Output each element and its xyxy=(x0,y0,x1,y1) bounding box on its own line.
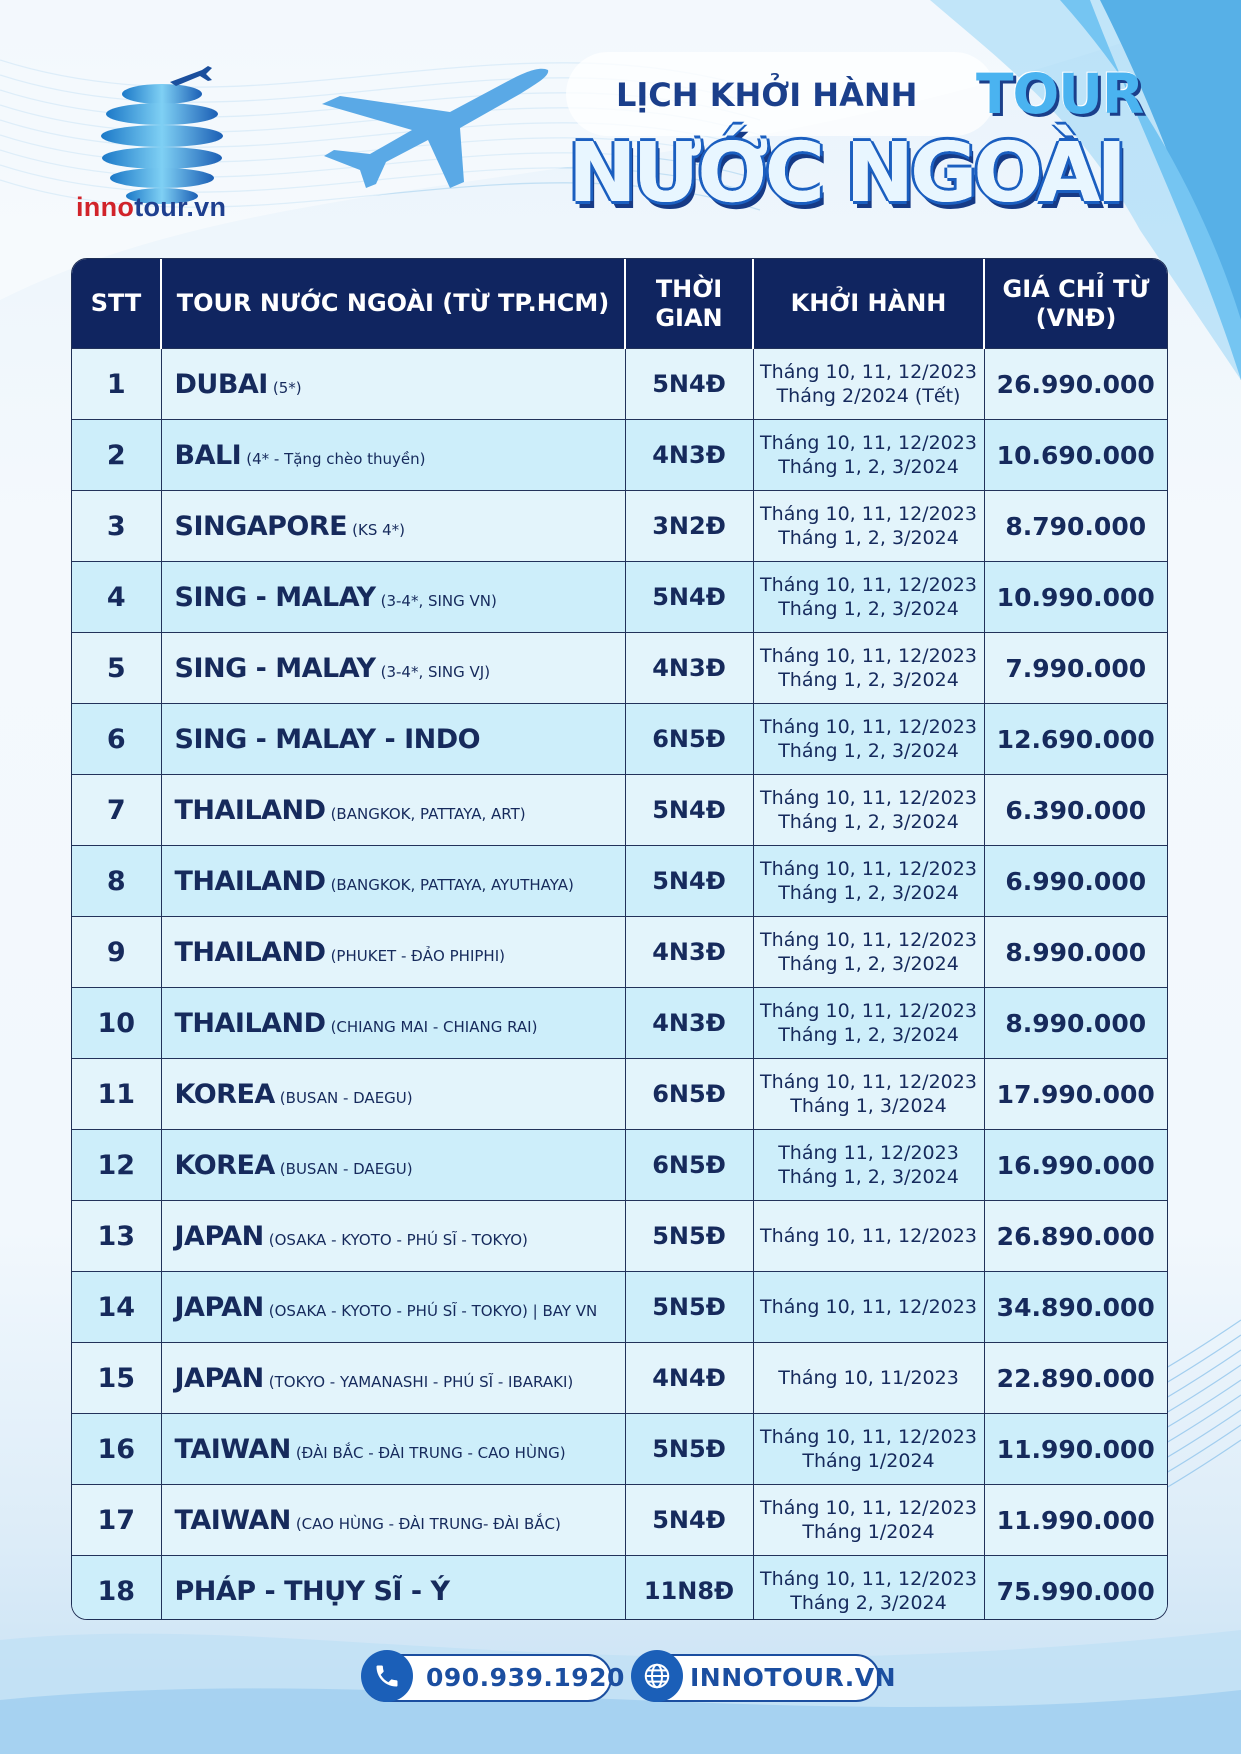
header-duration-label: THỜI GIAN xyxy=(655,274,723,332)
tour-note: (ĐÀI BẮC - ĐÀI TRUNG - CAO HÙNG) xyxy=(295,1443,566,1462)
table-row xyxy=(72,349,1167,420)
tour-cell xyxy=(161,420,625,491)
tour-cell xyxy=(161,988,625,1059)
header-departure xyxy=(753,259,984,349)
tour-price: 16.990.000 xyxy=(984,1130,1167,1201)
departure-cell xyxy=(753,1272,984,1343)
departure-line1: Tháng 10, 11, 12/2023 xyxy=(760,1497,977,1519)
tour-duration: 5N5Đ xyxy=(625,1414,753,1485)
tour-cell xyxy=(161,1201,625,1272)
departure-cell xyxy=(753,1485,984,1556)
tour-note: (BUSAN - DAEGU) xyxy=(279,1088,413,1107)
departure-line2: Tháng 1, 2, 3/2024 xyxy=(778,953,959,975)
tour-price: 8.990.000 xyxy=(984,917,1167,988)
departure-line2: Tháng 1/2024 xyxy=(802,1521,935,1543)
tour-note: (CHIANG MAI - CHIANG RAI) xyxy=(330,1017,538,1036)
tour-note: (KS 4*) xyxy=(352,520,405,539)
tour-name: SING - MALAY - INDO xyxy=(174,723,481,755)
departure-line2: Tháng 2/2024 (Tết) xyxy=(776,385,961,407)
tour-price: 11.990.000 xyxy=(984,1485,1167,1556)
tour-note: (BUSAN - DAEGU) xyxy=(279,1159,413,1178)
row-number: 14 xyxy=(72,1272,161,1343)
header-departure-label: KHỞI HÀNH xyxy=(790,289,947,317)
departure-line1: Tháng 10, 11, 12/2023 xyxy=(760,787,977,809)
tour-note: (OSAKA - KYOTO - PHÚ SĨ - TOKYO) xyxy=(268,1230,528,1249)
tour-price: 75.990.000 xyxy=(984,1556,1167,1621)
tour-duration: 6N5Đ xyxy=(625,704,753,775)
tour-price: 7.990.000 xyxy=(984,633,1167,704)
departure-cell xyxy=(753,562,984,633)
tour-price: 6.390.000 xyxy=(984,775,1167,846)
tour-note: (BANGKOK, PATTAYA, AYUTHAYA) xyxy=(330,875,574,894)
row-number: 3 xyxy=(72,491,161,562)
departure-line1: Tháng 10, 11, 12/2023 xyxy=(760,1225,977,1247)
tour-name: THAILAND xyxy=(174,1007,326,1039)
table-row xyxy=(72,704,1167,775)
tour-price: 22.890.000 xyxy=(984,1343,1167,1414)
tour-cell xyxy=(161,917,625,988)
row-number: 8 xyxy=(72,846,161,917)
table-row xyxy=(72,1130,1167,1201)
row-number: 5 xyxy=(72,633,161,704)
tour-note: (3-4*, SING VJ) xyxy=(380,662,491,681)
table-row xyxy=(72,1414,1167,1485)
tour-duration: 4N3Đ xyxy=(625,988,753,1059)
tour-cell xyxy=(161,562,625,633)
row-number: 18 xyxy=(72,1556,161,1621)
departure-line2: Tháng 1, 2, 3/2024 xyxy=(778,527,959,549)
tour-name: PHÁP - THỤY SĨ - Ý xyxy=(174,1575,450,1607)
tour-name: THAILAND xyxy=(174,865,326,897)
departure-line1: Tháng 10, 11, 12/2023 xyxy=(760,1000,977,1022)
tour-price: 10.690.000 xyxy=(984,420,1167,491)
table-row xyxy=(72,775,1167,846)
header-stt xyxy=(72,259,161,349)
departure-line1: Tháng 10, 11, 12/2023 xyxy=(760,432,977,454)
tour-duration: 4N4Đ xyxy=(625,1343,753,1414)
tour-note: (4* - Tặng chèo thuyền) xyxy=(246,449,426,468)
row-number: 2 xyxy=(72,420,161,491)
tour-duration: 6N5Đ xyxy=(625,1130,753,1201)
header-price xyxy=(984,259,1167,349)
departure-line1: Tháng 10, 11, 12/2023 xyxy=(760,574,977,596)
departure-cell xyxy=(753,1130,984,1201)
table-row xyxy=(72,1272,1167,1343)
header-tour xyxy=(161,259,625,349)
globe-icon xyxy=(631,1650,683,1702)
row-number: 17 xyxy=(72,1485,161,1556)
tour-note: (PHUKET - ĐẢO PHIPHI) xyxy=(330,946,505,965)
row-number: 16 xyxy=(72,1414,161,1485)
phone-icon xyxy=(361,1650,413,1702)
row-number: 9 xyxy=(72,917,161,988)
tour-cell xyxy=(161,1485,625,1556)
departure-line1: Tháng 10, 11, 12/2023 xyxy=(760,716,977,738)
tour-name: TAIWAN xyxy=(174,1433,291,1465)
departure-cell xyxy=(753,917,984,988)
tour-price: 17.990.000 xyxy=(984,1059,1167,1130)
page-title: NƯỚC NGOÀI xyxy=(568,126,1123,221)
tour-note: (5*) xyxy=(272,378,302,397)
departure-cell xyxy=(753,775,984,846)
brand-name-part2: tour.vn xyxy=(134,192,227,222)
departure-line2: Tháng 1, 2, 3/2024 xyxy=(778,740,959,762)
title-accent: TOUR xyxy=(976,62,1144,126)
header-stt-label: STT xyxy=(90,289,142,317)
departure-line2: Tháng 1, 2, 3/2024 xyxy=(778,811,959,833)
table-row xyxy=(72,1485,1167,1556)
airplane-icon xyxy=(300,66,550,196)
tour-duration: 4N3Đ xyxy=(625,420,753,491)
departure-line2: Tháng 1, 2, 3/2024 xyxy=(778,882,959,904)
row-number: 10 xyxy=(72,988,161,1059)
departure-cell xyxy=(753,1556,984,1621)
departure-line1: Tháng 10, 11, 12/2023 xyxy=(760,503,977,525)
tour-name: JAPAN xyxy=(174,1362,264,1394)
departure-line2: Tháng 1, 2, 3/2024 xyxy=(778,1024,959,1046)
table-row xyxy=(72,420,1167,491)
departure-line1: Tháng 10, 11, 12/2023 xyxy=(760,1071,977,1093)
tour-cell xyxy=(161,491,625,562)
tour-duration: 5N5Đ xyxy=(625,1201,753,1272)
tour-duration: 5N4Đ xyxy=(625,775,753,846)
tour-name: THAILAND xyxy=(174,936,326,968)
tour-name: KOREA xyxy=(174,1078,275,1110)
tour-duration: 5N5Đ xyxy=(625,1272,753,1343)
tour-duration: 4N3Đ xyxy=(625,917,753,988)
tour-name: SING - MALAY xyxy=(174,652,376,684)
header-tour-label: TOUR NƯỚC NGOÀI (TỪ TP.HCM) xyxy=(176,289,610,317)
tour-price: 8.790.000 xyxy=(984,491,1167,562)
departure-cell xyxy=(753,491,984,562)
tour-note: (3-4*, SING VN) xyxy=(380,591,497,610)
tour-cell xyxy=(161,349,625,420)
table-row xyxy=(72,1556,1167,1621)
departure-line2: Tháng 2, 3/2024 xyxy=(790,1592,947,1614)
departure-line1: Tháng 10, 11, 12/2023 xyxy=(760,361,977,383)
tour-duration: 5N4Đ xyxy=(625,1485,753,1556)
tour-cell xyxy=(161,1414,625,1485)
brand-name-part1: inno xyxy=(76,192,135,222)
phone-contact[interactable] xyxy=(362,1654,625,1702)
departure-cell xyxy=(753,1343,984,1414)
tour-cell xyxy=(161,1272,625,1343)
tour-cell xyxy=(161,1556,625,1621)
tour-note: (TOKYO - YAMANASHI - PHÚ SĨ - IBARAKI) xyxy=(268,1372,574,1391)
table-row xyxy=(72,917,1167,988)
tour-name: JAPAN xyxy=(174,1220,264,1252)
table-row xyxy=(72,491,1167,562)
tour-name: SINGAPORE xyxy=(174,510,348,542)
phone-number: 090.939.1920 xyxy=(426,1663,625,1692)
tour-name: BALI xyxy=(174,439,242,471)
departure-line2: Tháng 1, 2, 3/2024 xyxy=(778,456,959,478)
row-number: 13 xyxy=(72,1201,161,1272)
departure-cell xyxy=(753,846,984,917)
table-row xyxy=(72,846,1167,917)
table-row xyxy=(72,1343,1167,1414)
departure-line2: Tháng 1, 2, 3/2024 xyxy=(778,669,959,691)
departure-cell xyxy=(753,633,984,704)
tour-cell xyxy=(161,1059,625,1130)
tour-note: (BANGKOK, PATTAYA, ART) xyxy=(330,804,526,823)
departure-cell xyxy=(753,349,984,420)
departure-line1: Tháng 10, 11, 12/2023 xyxy=(760,1426,977,1448)
tour-duration: 5N4Đ xyxy=(625,562,753,633)
tour-price: 10.990.000 xyxy=(984,562,1167,633)
tour-note: (CAO HÙNG - ĐÀI TRUNG- ĐÀI BẮC) xyxy=(295,1514,561,1533)
table-row xyxy=(72,562,1167,633)
row-number: 1 xyxy=(72,349,161,420)
tour-name: JAPAN xyxy=(174,1291,264,1323)
tour-note: (OSAKA - KYOTO - PHÚ SĨ - TOKYO) | BAY VN xyxy=(268,1301,598,1320)
tour-price: 34.890.000 xyxy=(984,1272,1167,1343)
departure-cell xyxy=(753,1201,984,1272)
table-row xyxy=(72,1201,1167,1272)
brand-logo-text xyxy=(76,192,226,223)
tour-duration: 5N4Đ xyxy=(625,846,753,917)
tour-cell xyxy=(161,775,625,846)
tour-name: TAIWAN xyxy=(174,1504,291,1536)
departure-cell xyxy=(753,988,984,1059)
tour-duration: 5N4Đ xyxy=(625,349,753,420)
row-number: 11 xyxy=(72,1059,161,1130)
tour-price: 11.990.000 xyxy=(984,1414,1167,1485)
tour-cell xyxy=(161,1130,625,1201)
table-row xyxy=(72,1059,1167,1130)
tour-price: 26.990.000 xyxy=(984,349,1167,420)
header-duration xyxy=(625,259,753,349)
tour-cell xyxy=(161,1343,625,1414)
departure-line2: Tháng 1, 3/2024 xyxy=(790,1095,947,1117)
row-number: 15 xyxy=(72,1343,161,1414)
table-header-row xyxy=(72,259,1167,349)
tour-cell xyxy=(161,704,625,775)
departure-line2: Tháng 1, 2, 3/2024 xyxy=(778,598,959,620)
departure-line1: Tháng 10, 11, 12/2023 xyxy=(760,645,977,667)
tour-price: 8.990.000 xyxy=(984,988,1167,1059)
tour-price: 12.690.000 xyxy=(984,704,1167,775)
tour-name: THAILAND xyxy=(174,794,326,826)
departure-line1: Tháng 11, 12/2023 xyxy=(778,1142,959,1164)
row-number: 4 xyxy=(72,562,161,633)
tour-cell xyxy=(161,633,625,704)
tour-duration: 6N5Đ xyxy=(625,1059,753,1130)
row-number: 12 xyxy=(72,1130,161,1201)
website-url: INNOTOUR.VN xyxy=(690,1663,896,1692)
departure-line1: Tháng 10, 11, 12/2023 xyxy=(760,1296,977,1318)
departure-cell xyxy=(753,1414,984,1485)
tour-name: KOREA xyxy=(174,1149,275,1181)
tour-schedule-table xyxy=(71,258,1168,1620)
tour-name: SING - MALAY xyxy=(174,581,376,613)
website-link[interactable] xyxy=(632,1654,896,1702)
tour-price: 26.890.000 xyxy=(984,1201,1167,1272)
title-line1: LỊCH KHỞI HÀNH xyxy=(616,76,918,114)
departure-cell xyxy=(753,420,984,491)
tour-duration: 4N3Đ xyxy=(625,633,753,704)
tour-duration: 3N2Đ xyxy=(625,491,753,562)
table-row xyxy=(72,633,1167,704)
row-number: 7 xyxy=(72,775,161,846)
departure-cell xyxy=(753,704,984,775)
tour-price: 6.990.000 xyxy=(984,846,1167,917)
departure-cell xyxy=(753,1059,984,1130)
tour-name: DUBAI xyxy=(174,368,268,400)
header-price-label: GIÁ CHỈ TỪ (VNĐ) xyxy=(1002,274,1150,332)
departure-line1: Tháng 10, 11, 12/2023 xyxy=(760,929,977,951)
departure-line2: Tháng 1, 2, 3/2024 xyxy=(778,1166,959,1188)
tour-duration: 11N8Đ xyxy=(625,1556,753,1621)
row-number: 6 xyxy=(72,704,161,775)
departure-line1: Tháng 10, 11, 12/2023 xyxy=(760,1568,977,1590)
table-row xyxy=(72,988,1167,1059)
departure-line1: Tháng 10, 11/2023 xyxy=(778,1367,959,1389)
tour-cell xyxy=(161,846,625,917)
departure-line2: Tháng 1/2024 xyxy=(802,1450,935,1472)
departure-line1: Tháng 10, 11, 12/2023 xyxy=(760,858,977,880)
